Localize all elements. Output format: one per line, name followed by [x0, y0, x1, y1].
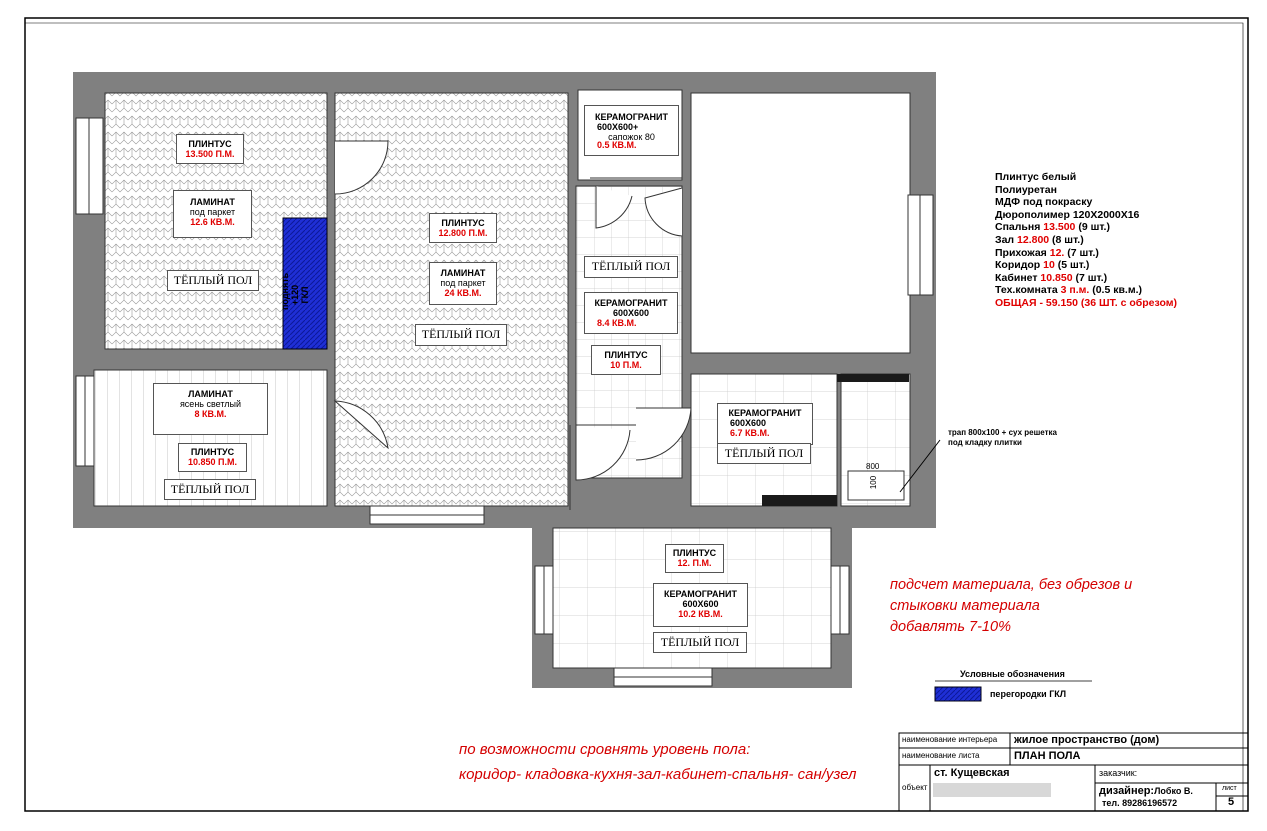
bedroom-floor-box — [173, 190, 252, 238]
spec-row — [995, 272, 1177, 285]
material-note-line: стыковки материала — [890, 598, 1040, 614]
hall-floor-box — [429, 262, 497, 305]
hall-floor-sub: под паркет — [440, 278, 486, 288]
spec-total: ОБЩАЯ - 59.150 (36 ШТ. с обрезом) — [995, 296, 1178, 309]
spec-row-rest: (0.5 кв.м.) — [1089, 284, 1143, 297]
study-floor-area: 8 КВ.М. — [194, 409, 227, 419]
spec-row-name: Коридор — [995, 259, 1044, 272]
corridor-heating: ТЁПЛЫЙ ПОЛ — [584, 256, 678, 278]
spec-row-value: 10.850 — [1040, 271, 1073, 284]
spec-row-rest: (9 шт.) — [1075, 221, 1110, 234]
bath-sill — [762, 495, 837, 506]
kitchen-floor — [691, 93, 910, 353]
stamp-object-value: ст. Кущевская — [934, 767, 1010, 779]
bedroom-plinth-value: 13.500 П.М. — [185, 149, 235, 159]
stamp-client-label: заказчик: — [1099, 768, 1138, 778]
study-heating: ТЁПЛЫЙ ПОЛ — [164, 479, 256, 500]
stamp-interior-label: наименование интерьера — [902, 735, 998, 744]
stamp-phone: тел. 89286196572 — [1102, 798, 1178, 808]
techroom-floor-sub2: сапожок 80 — [608, 132, 655, 142]
spec-row — [995, 247, 1177, 260]
spec-row-name: Зал — [995, 233, 1018, 246]
corridor-plinth-title: ПЛИНТУС — [604, 350, 648, 360]
entrance-floor-sub: 600Х600 — [682, 599, 719, 609]
bedroom-plinth-title: ПЛИНТУС — [188, 139, 232, 149]
spec-row-rest: (8 шт.) — [1049, 233, 1084, 246]
stamp-interior-value: жилое пространство (дом) — [1014, 734, 1160, 746]
material-note-line: добавлять 7-10% — [890, 619, 1011, 635]
spec-row-value: 13.500 — [1043, 221, 1076, 234]
plinth-spec — [995, 171, 1177, 310]
entrance-plinth-value: 12. П.М. — [677, 558, 712, 568]
corridor-floor-area: 8.4 КВ.М. — [597, 318, 637, 328]
spec-line: МДФ под покраску — [995, 196, 1093, 209]
legend-title: Условные обозначения — [960, 669, 1065, 679]
entrance-heating: ТЁПЛЫЙ ПОЛ — [653, 632, 747, 653]
stamp-designer-name: Лобко В. — [1154, 786, 1193, 796]
spec-row-name: Спальня — [995, 221, 1044, 234]
bedroom-floor-title: ЛАМИНАТ — [190, 197, 235, 207]
hall-plinth-box — [429, 213, 497, 243]
spec-row-value: 10 — [1043, 259, 1055, 272]
corridor-floor-title: КЕРАМОГРАНИТ — [594, 298, 668, 308]
spec-row-name: Прихожая — [995, 246, 1050, 259]
drain-depth: 100 — [869, 475, 879, 490]
spec-row — [995, 284, 1177, 297]
drain-width: 800 — [866, 462, 880, 471]
bathroom-floor-title: КЕРАМОГРАНИТ — [728, 408, 802, 418]
material-note-line: подсчет материала, без обрезов и — [890, 577, 1133, 593]
shower-wall-top — [837, 374, 909, 382]
hall-floor-title: ЛАМИНАТ — [440, 268, 486, 278]
entrance-floor-box — [653, 583, 748, 627]
study-plinth-value: 10.850 П.М. — [188, 457, 237, 467]
spec-line: Плинтус белый — [995, 171, 1077, 183]
material-note — [890, 575, 1132, 638]
spec-line: Полиуретан — [995, 183, 1057, 196]
spec-row-name: Кабинет — [995, 271, 1041, 284]
floor-level-note — [459, 737, 857, 787]
bedroom-floor-area: 12.6 КВ.М. — [190, 217, 235, 227]
techroom-floor-title: КЕРАМОГРАНИТ — [595, 112, 668, 122]
spec-row-value: 12. — [1049, 246, 1065, 259]
spec-row — [995, 234, 1177, 247]
spec-row-value: 12.800 — [1017, 233, 1050, 246]
drain-note: трап 800х100 + сух решетка под кладку плитки — [948, 428, 1057, 447]
spec-row-name: Тех.комната — [995, 284, 1061, 297]
bathroom-floor-area: 6.7 КВ.М. — [730, 428, 770, 438]
study-plinth-title: ПЛИНТУС — [190, 447, 235, 457]
floor-level-note-line: коридор- кладовка-кухня-зал-кабинет-спальня- сан/узел — [459, 766, 857, 783]
spec-row-rest: (7 шт.) — [1072, 271, 1108, 284]
stamp-designer-label: дизайнер: — [1099, 785, 1155, 797]
corridor-plinth-box — [591, 345, 661, 375]
study-plinth-box — [178, 443, 247, 472]
stamp-object-label: объект — [902, 783, 928, 792]
hall-plinth-value: 12.800 П.М. — [438, 228, 488, 238]
techroom-floor-sub: 600Х600+ — [597, 122, 639, 132]
bathroom-floor-sub: 600Х600 — [730, 418, 767, 428]
stamp-page-value: 5 — [1228, 796, 1235, 808]
stamp-page-label: лист — [1222, 785, 1237, 792]
partition-label: поднять +120 ГКЛ — [280, 272, 310, 310]
corridor-plinth-value: 10 П.М. — [610, 360, 642, 370]
bathroom-heating: ТЁПЛЫЙ ПОЛ — [717, 443, 811, 464]
hall-plinth-title: ПЛИНТУС — [441, 218, 485, 228]
stamp-sheet-label: наименование листа — [902, 751, 980, 760]
bedroom-plinth-box — [176, 134, 244, 164]
bedroom-floor-sub: под паркет — [189, 207, 236, 217]
bathroom-floor-box — [717, 403, 813, 445]
hall-heating: ТЁПЛЫЙ ПОЛ — [415, 324, 507, 346]
study-floor-box — [153, 383, 268, 435]
techroom-floor-box — [584, 105, 679, 156]
study-floor-title: ЛАМИНАТ — [188, 389, 233, 399]
object-redacted — [933, 783, 1051, 797]
spec-row — [995, 221, 1177, 234]
stamp-designer — [1099, 785, 1193, 797]
corridor-floor-box — [584, 292, 678, 334]
legend-swatch — [935, 687, 981, 701]
floor-level-note-line: по возможности сровнять уровень пола: — [459, 741, 751, 758]
spec-row-value: 3 п.м. — [1060, 284, 1090, 297]
entrance-floor-area: 10.2 КВ.М. — [678, 609, 723, 619]
techroom-floor-area: 0.5 КВ.М. — [597, 140, 637, 150]
entrance-plinth-title: ПЛИНТУС — [672, 548, 717, 558]
spec-row-rest: (7 шт.) — [1064, 246, 1099, 259]
legend-item: перегородки ГКЛ — [990, 689, 1067, 699]
entrance-floor-title: КЕРАМОГРАНИТ — [664, 589, 737, 599]
bedroom-heating: ТЁПЛЫЙ ПОЛ — [167, 270, 259, 291]
entrance-plinth-box — [665, 544, 724, 573]
corridor-floor-sub: 600Х600 — [612, 308, 650, 318]
hall-floor-area: 24 КВ.М. — [444, 288, 482, 298]
study-floor-sub: ясень светлый — [179, 399, 242, 409]
spec-line: Дюрополимер 120Х2000Х16 — [995, 208, 1140, 221]
stamp-sheet-value: ПЛАН ПОЛА — [1014, 750, 1081, 762]
spec-row-rest: (5 шт.) — [1054, 259, 1090, 272]
spec-row — [995, 259, 1177, 272]
